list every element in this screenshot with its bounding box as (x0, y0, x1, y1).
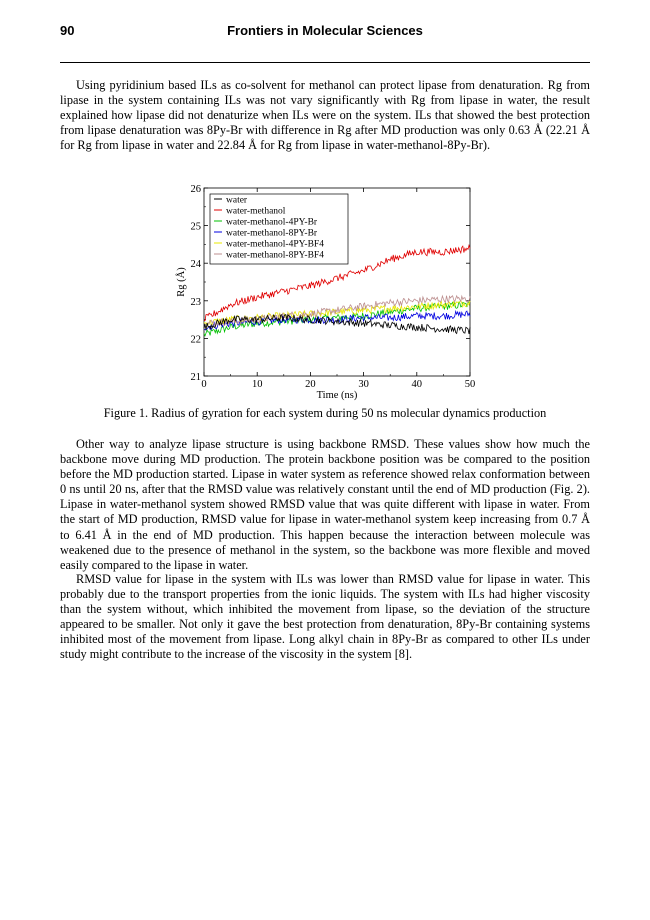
y-axis-title: Rg (Å) (176, 267, 187, 297)
header-rule (60, 62, 590, 63)
y-tick-label: 24 (190, 259, 201, 271)
y-tick-label: 26 (190, 184, 201, 195)
y-tick-label: 21 (190, 372, 201, 383)
y-tick-label: 23 (190, 296, 201, 308)
legend-label: water-methanol-4PY-Br (226, 217, 318, 228)
legend-label: water-methanol-8PY-Br (226, 228, 318, 239)
journal-title: Frontiers in Molecular Sciences (227, 23, 423, 38)
legend-label: water-methanol-4PY-BF4 (226, 239, 324, 250)
page-header (60, 23, 590, 43)
x-tick-label: 10 (251, 379, 263, 390)
rg-chart (170, 180, 480, 402)
paragraph-rg-analysis: Using pyridinium based ILs as co-solvent for methanol can protect lipase from denaturation. Rg from lipase in the system containing ILs was not vary significantly with Rg from lipase in water, the result explained how lipase did not denaturize when ILs were on the system. ILs that showed the best protection from lipase denaturation was 8Py-Br with difference in Rg after MD production was only 0.63 Å (22.21 Å for Rg from lipase in water and 22.84 Å for Rg from lipase in water-methanol-8Py-Br). (60, 78, 590, 153)
legend-label: water-methanol-8PY-BF4 (226, 250, 324, 261)
figure-caption: Figure 1. Radius of gyration for each system during 50 ns molecular dynamics production (103, 406, 547, 420)
x-tick-label: 40 (411, 379, 423, 390)
x-tick-label: 50 (464, 379, 476, 390)
legend-label: water (226, 195, 248, 206)
x-tick-label: 30 (358, 379, 369, 390)
y-tick-label: 25 (190, 221, 201, 233)
x-axis-title: Time (ns) (316, 390, 358, 401)
paragraph-rmsd-ils: RMSD value for lipase in the system with ILs was lower than RMSD value for lipase in water. This probably due to the transport properties from the ionic liquids. The system with ILs had higher viscosity than the system without, which inhibited the movement from lipase, so the deviation of the structure appeared to be smaller. Not only it gave the best protection from denaturation, 8Py-Br containing systems inhibited most of the movement from lipase. Long alkyl chain in 8Py-Br as compared to other ILs under study might contribute to the increase of the viscosity in the system [8]. (60, 572, 590, 662)
y-tick-label: 22 (190, 334, 201, 346)
series-line-water (204, 315, 470, 334)
paragraph-rmsd-analysis: Other way to analyze lipase structure is using backbone RMSD. These values show how much the backbone move during MD production. The protein backbone position was be compared to the position before the MD production started. Lipase in water system as reference showed relax conformation between 0 ns until 20 ns, after that the RMSD value was relatively constant until the end of MD production (Fig. 2). Lipase in water-methanol system showed RMSD value that was quite different with lipase in water. From the start of MD production, RMSD value for lipase in water-methanol system keep increasing from 0.7 Å to 6.41 Å in the end of MD production. This happen because the interaction between molecule was weakened due to the presence of methanol in the system, so the backbone was more flexible and moved easily compared to the lipase in water. (60, 437, 590, 572)
legend-label: water-methanol (226, 206, 286, 217)
x-tick-label: 0 (201, 379, 207, 390)
page-number: 90 (60, 23, 75, 38)
x-tick-label: 20 (305, 379, 316, 390)
